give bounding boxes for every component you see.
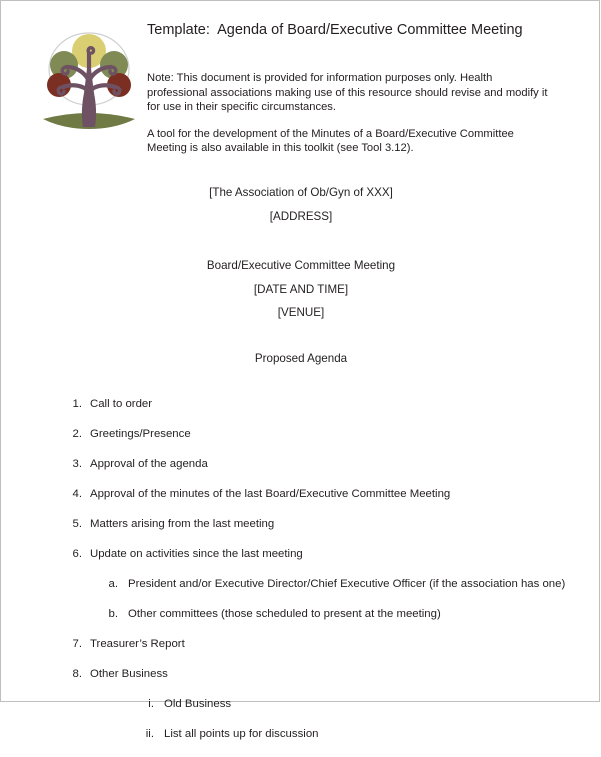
agenda-item-label: Old Business (164, 698, 232, 710)
agenda-item-label: President and/or Executive Director/Chief Executive Officer (if the association has one) (128, 578, 566, 590)
agenda-item-marker: 2. (72, 428, 82, 440)
tool-reference-paragraph: A tool for the development of the Minutes of a Board/Executive Committee Meeting is also available in this toolkit (see Tool 3.12). (147, 127, 514, 155)
agenda-item (1, 547, 601, 562)
page-title: Template: Agenda of Board/Executive Committee Meeting (147, 22, 523, 38)
agenda-item (1, 427, 601, 442)
agenda-item (1, 727, 601, 742)
agenda-heading: Proposed Agenda (254, 352, 348, 365)
agenda-item (1, 457, 601, 472)
association-name: [The Association of Ob/Gyn of XXX] (209, 186, 393, 199)
agenda-item-marker: 4. (72, 488, 82, 500)
agenda-item-label: Update on activities since the last meeting (90, 548, 303, 560)
agenda-item (1, 517, 601, 532)
agenda-item-label: Matters arising from the last meeting (90, 518, 275, 530)
agenda-item (1, 637, 601, 652)
note-paragraph: Note: This document is provided for information purposes only. Health professional associations making use of this resource should revise and modify it for use in their specific circumstances. (147, 72, 548, 114)
agenda-item (1, 667, 601, 682)
agenda-item-label: Call to order (90, 398, 153, 410)
agenda-item (1, 577, 601, 592)
agenda-item-marker: 7. (72, 638, 82, 650)
agenda-list (1, 397, 601, 757)
agenda-item-label: Approval of the agenda (90, 458, 208, 470)
agenda-item-label: Greetings/Presence (90, 428, 191, 440)
agenda-item-marker: 1. (72, 398, 82, 410)
agenda-item-marker: 8. (72, 668, 82, 680)
agenda-item (1, 397, 601, 412)
agenda-item-marker: 6. (72, 548, 82, 560)
agenda-item-marker: b. (108, 608, 118, 620)
agenda-item-label: List all points up for discussion (164, 728, 319, 740)
agenda-item (1, 607, 601, 622)
note-block (147, 71, 553, 156)
agenda-item (1, 487, 601, 502)
meeting-name: Board/Executive Committee Meeting (206, 259, 396, 272)
agenda-item-marker: ii. (145, 728, 154, 740)
agenda-item-label: Other Business (90, 668, 168, 680)
agenda-item-label: Approval of the minutes of the last Board/Executive Committee Meeting (90, 488, 451, 500)
tree-logo (37, 23, 141, 135)
agenda-item-marker: i. (148, 698, 154, 710)
meeting-venue: [VENUE] (277, 306, 325, 319)
agenda-item-label: Other committees (those scheduled to present at the meeting) (128, 608, 441, 620)
agenda-item-marker: 3. (72, 458, 82, 470)
agenda-item-marker: 5. (72, 518, 82, 530)
association-address: [ADDRESS] (269, 210, 333, 223)
agenda-item-label: Treasurer’s Report (90, 638, 185, 650)
agenda-item (1, 697, 601, 712)
meeting-date-time: [DATE AND TIME] (253, 283, 349, 296)
agenda-item-marker: a. (108, 578, 118, 590)
